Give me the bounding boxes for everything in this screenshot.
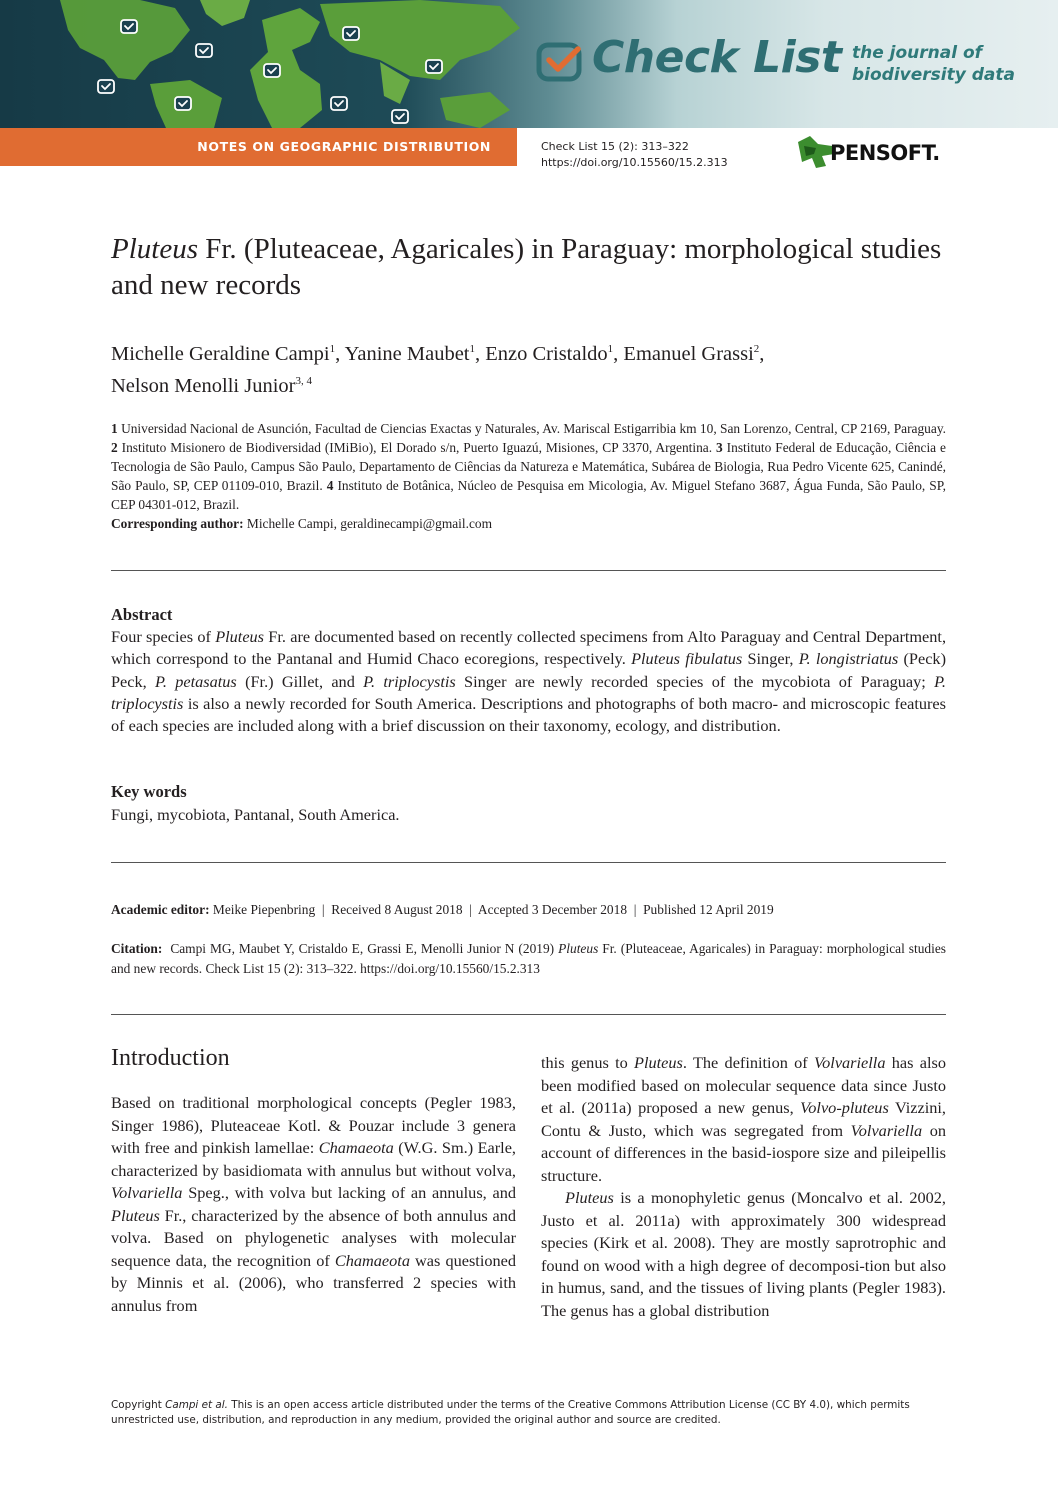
tagline-line: the journal of (852, 43, 983, 63)
affiliations (111, 419, 946, 514)
text-run: Campi MG, Maubet Y, Cristaldo E, Grassi E, Menolli Junior N (2019) (170, 941, 559, 956)
italic-term: P. petasatus (155, 671, 237, 691)
abstract-text (111, 626, 946, 737)
author-affiliation-mark: 1 (607, 343, 614, 355)
corresponding-label: Corresponding author: (111, 516, 244, 531)
affiliation-text: Instituto Misionero de Biodiversidad (IMiBio), El Dorado s/n, Puerto Iguazú, Misiones, CP 3370, Argentina. (121, 440, 717, 455)
body-column-left (111, 1092, 516, 1317)
text-run: is a monophyletic genus (Moncalvo et al. 2002, Justo et al. 2011a) with approximately 300 widespread species (Kirk et al. 2008). They are mostly saprotrophic and found on wood with a high degree of decomposi-tion but also in humus, sand, and the tissues of living plants (Pegler 1983). The genus has a global distribution (541, 1188, 946, 1320)
affiliation-number: 2 (111, 440, 122, 455)
journal-tagline (852, 42, 1032, 86)
issue-citation: Check List 15 (2): 313–322 (541, 140, 689, 153)
italic-term: Pluteus (111, 1205, 160, 1225)
author-name: Emanuel Grassi (623, 342, 754, 365)
author-affiliation-mark: 2 (753, 343, 760, 355)
divider (111, 862, 946, 863)
author-affiliation-mark: 1 (469, 343, 475, 355)
italic-term: Pluteus (558, 941, 599, 956)
italic-term: Volvariella (850, 1120, 923, 1140)
italic-term: Volvariella (111, 1183, 183, 1202)
keywords-text: Fungi, mycobiota, Pantanal, South America. (111, 805, 400, 824)
text-run: (Peck) Peck, (111, 649, 946, 691)
journal-name: Check List (592, 32, 842, 83)
text-run: Fr., characterized by the absence of both annulus and volva. Based on phylogenetic analyses with molecular sequence data, the recognition of (111, 1205, 516, 1270)
citation (111, 939, 946, 978)
copyright-prefix: Copyright (111, 1399, 166, 1411)
text-run: was questioned by Minnis et al. (2006), who transferred 2 species with annulus from (111, 1250, 516, 1315)
section-label: NOTES ON GEOGRAPHIC DISTRIBUTION (197, 139, 491, 154)
author-list: Michelle Geraldine Campi$^1$, Yanine Maubet$^1$, Enzo Cristaldo$^1$, Emanuel Grassi$^2$, Nelson Menolli Junior$^{3, 4}$ (111, 342, 765, 397)
body-paragraph (541, 1187, 946, 1322)
text-run: (Fr.) Gillet, and (236, 671, 364, 691)
editor-label: Academic editor: (111, 902, 210, 917)
italic-term: P. triplocystis (111, 671, 946, 713)
text-run: on account of differences in the basid-iospore size and pileipellis structure. (541, 1120, 946, 1185)
text-run: . The definition of (682, 1053, 815, 1072)
text-run: Singer are newly recorded species of the mycobiota of Paraguay; (455, 671, 935, 691)
body-paragraph (111, 1092, 516, 1317)
keywords-heading: Key words (111, 782, 187, 801)
italic-term: Chamaeota (334, 1250, 410, 1270)
text-run: Vizzini, Contu & Justo, which was segregated from (541, 1098, 946, 1140)
editor-name: Meike Piepenbring (212, 902, 316, 917)
affiliation-number: 3 (716, 440, 727, 455)
italic-term: Chamaeota (318, 1138, 394, 1157)
divider (111, 570, 946, 571)
text-run: Four species of (111, 627, 216, 646)
italic-term: P. longistriatus (798, 649, 899, 669)
body-column-right (541, 1052, 946, 1322)
text-run: Speg., with volva but lacking of an annulus, and (182, 1183, 516, 1202)
italic-term: Pluteus fibulatus (631, 649, 743, 669)
section-heading-introduction: Introduction (111, 1045, 230, 1071)
received-date: Received 8 August 2018 (331, 902, 463, 917)
text-run: has also been modified based on molecular sequence data since Justo et al. (2011a) proposed a new genus, (541, 1053, 946, 1117)
author-name: Enzo Cristaldo (485, 342, 608, 365)
text-run: Fr. (Pluteaceae, Agaricales) in Paraguay: morphological studies and new records. Check List 15 (2): 313–322. https://doi.org/10.15560/15.2.313 (111, 941, 946, 976)
journal-banner (0, 0, 1058, 128)
author-name: Yanine Maubet (344, 342, 470, 365)
affiliation-text: Instituto de Botânica, Núcleo de Pesquisa em Micologia, Av. Miguel Stefano 3687, Água Funda, São Paulo, SP, CEP 04301-012, Brazil. (111, 478, 947, 512)
italic-term: Pluteus (215, 627, 265, 646)
text-run: is also a newly recorded for South America. Descriptions and photographs of both macro- and microscopic features of each species are included along with a brief discussion on their taxonomy, ecology, and distribution. (111, 693, 946, 736)
copyright-text: This is an open access article distributed under the terms of the Creative Commons Attribution License (CC BY 4.0), which permits unrestricted use, distribution, and reproduction in any medium, provided the original author and source are credited. (111, 1399, 910, 1426)
accepted-date: Accepted 3 December 2018 (477, 902, 628, 917)
copyright-notice (111, 1398, 946, 1428)
italic-term: Pluteus (565, 1188, 614, 1207)
text-run: Singer, (742, 649, 799, 669)
italic-term: Pluteus (634, 1053, 683, 1072)
published-date: Published 12 April 2019 (643, 902, 774, 917)
divider (111, 1014, 946, 1015)
italic-term: Volvo-pluteus (800, 1098, 889, 1117)
tagline-line: biodiversity data (852, 65, 1015, 85)
corresponding-author (111, 514, 946, 533)
section-label-bar (0, 128, 517, 166)
citation-label: Citation: (111, 941, 163, 956)
text-run: Fr. are documented based on recently collected specimens from Alto Paraguay and Central Department, which correspond to the Pantanal and Humid Chaco ecoregions, respectively. (111, 627, 947, 669)
author-name: Nelson Menolli Junior (111, 374, 296, 397)
affiliation-number: 1 (111, 421, 122, 436)
affiliation-text: Instituto Federal de Educação, Ciência e Tecnologia de São Paulo, Campus São Paulo, Departamento de Ciências da Natureza e Matemática, Subárea de Biologia, Rua Pedro Vicente 625, Canindé, São Paulo, SP, CEP 01109-010, Brazil. (111, 440, 947, 493)
publisher-name: PENSOFT. (830, 141, 940, 165)
affiliation-number: 4 (326, 478, 338, 493)
world-map-graphic (0, 0, 530, 128)
issue-info (541, 139, 728, 171)
editorial-info: Academic editor: Meike Piepenbring | Received 8 August 2018 | Accepted 3 December 2018 | Published 12 April 2019 (111, 902, 774, 917)
text-run: this genus to (541, 1053, 635, 1072)
checkbox-logo-icon (536, 40, 584, 84)
issue-doi[interactable]: https://doi.org/10.15560/15.2.313 (541, 156, 728, 169)
article-title (111, 231, 946, 303)
italic-term: P. triplocystis (363, 671, 456, 691)
title-genus: Pluteus (111, 233, 198, 265)
corresponding-contact[interactable]: Michelle Campi, geraldinecampi@gmail.com (246, 516, 493, 531)
title-text: Fr. (Pluteaceae, Agaricales) in Paraguay: morphological studies and new records (111, 233, 942, 301)
abstract-heading: Abstract (111, 605, 173, 624)
italic-term: Volvariella (814, 1053, 886, 1072)
text-run: Based on traditional morphological concepts (Pegler 1983, Singer 1986), Pluteaceae Kotl. & Pouzar include 3 genera with free and pinkish lamellae: (111, 1093, 516, 1157)
author-affiliation-mark: 1 (329, 343, 336, 355)
body-paragraph (541, 1052, 946, 1187)
author-affiliation-mark: 3, 4 (295, 374, 312, 387)
text-run: (W.G. Sm.) Earle, characterized by basidiomata with annulus but without volva, (111, 1138, 516, 1180)
affiliation-text: Universidad Nacional de Asunción, Facultad de Ciencias Exactas y Naturales, Av. Mariscal Estigarribia km 10, San Lorenzo, Central, CP 2169, Paraguay. (121, 421, 946, 436)
copyright-holder: Campi et al. (165, 1399, 228, 1411)
author-name: Michelle Geraldine Campi (111, 342, 330, 365)
citation-text (111, 941, 946, 976)
